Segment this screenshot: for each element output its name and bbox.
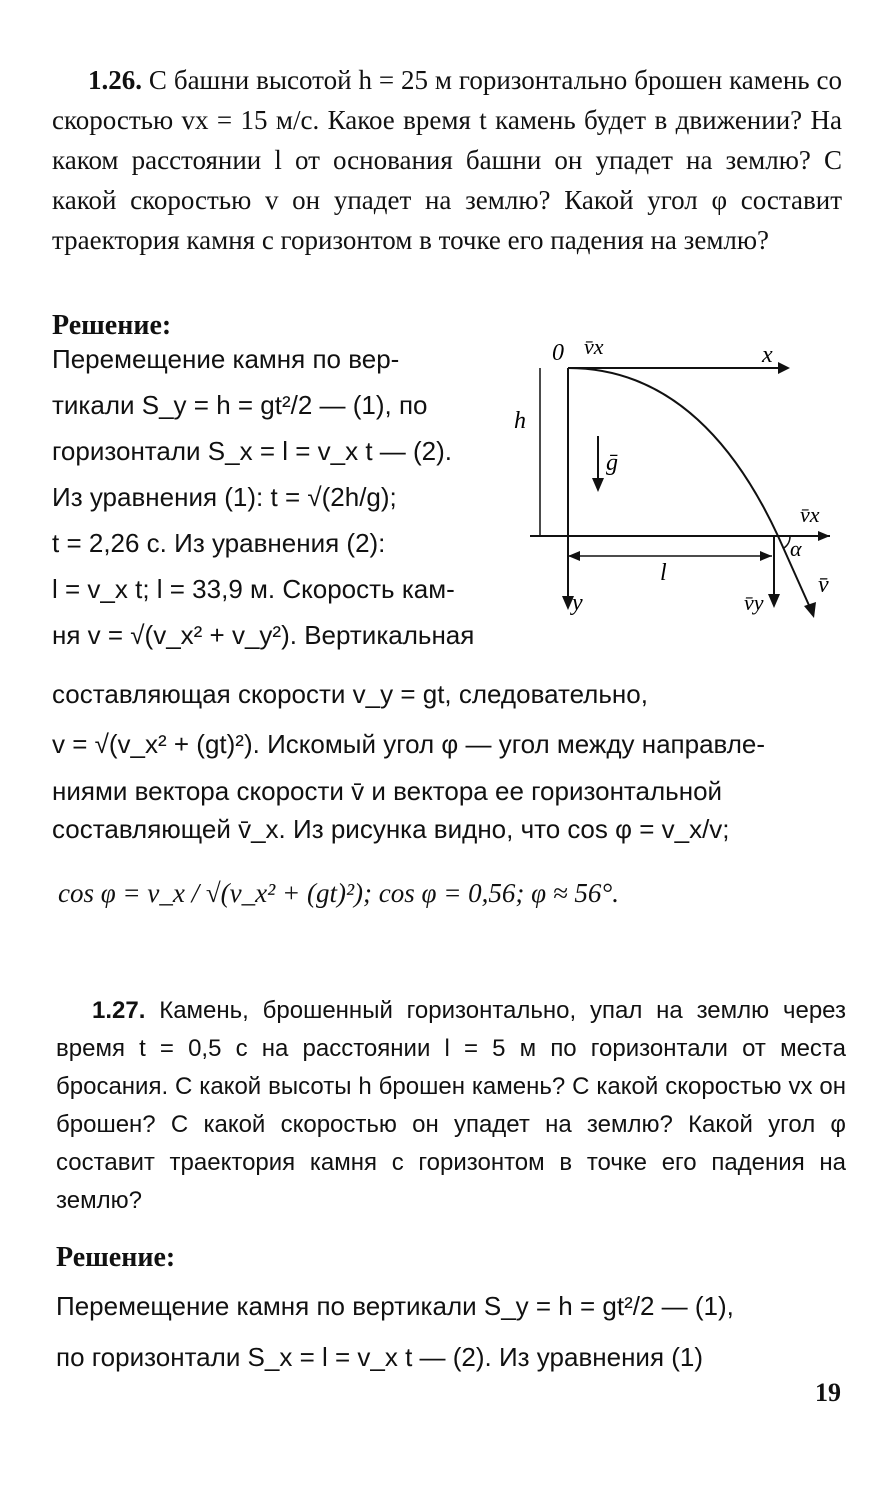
solution-heading: Решение:: [52, 310, 172, 341]
vx-bottom-label: v̄x: [800, 502, 820, 527]
page-number: 19: [815, 1378, 841, 1407]
solution-line: составляющая скорости v_y = gt, следовательно,: [52, 679, 648, 709]
g-arrow-icon: [592, 478, 604, 492]
problem-1-26-text: [52, 60, 842, 260]
h-label: h: [514, 408, 526, 434]
y-axis-label: y: [572, 590, 583, 616]
solution-line: l = v_x t; l = 33,9 м. Скорость кам-: [52, 574, 455, 604]
vx-bottom-arrow-icon: [818, 531, 830, 541]
solution-line: ниями вектора скорости v̄ и вектора ее горизонтальной: [52, 776, 723, 806]
problem-statement: С башни высотой h = 25 м горизонтально брошен камень со скоростью vx = 15 м/с. Какое время t камень будет в движении? На каком расстоянии l от основания башни он упадет на землю? С какой скоростью v он упадет на землю? Какой угол φ составит траектория камня с горизонтом в точке его падения на землю?: [52, 65, 843, 255]
v-arrow-icon: [804, 602, 816, 618]
l-arrow-right-icon: [760, 551, 772, 561]
solution-line: ня v = √(v_x² + v_y²). Вертикальная: [52, 620, 475, 650]
origin-label: 0: [552, 340, 564, 366]
vy-label: v̄y: [744, 590, 764, 615]
solution-1-narrow: [52, 336, 492, 658]
v-label: v̄: [818, 572, 829, 598]
problem-number: 1.27.: [92, 997, 146, 1024]
solution-line: тикали S_y = h = gt²/2 — (1), по: [52, 390, 428, 420]
l-label: l: [660, 560, 667, 586]
l-arrow-left-icon: [568, 551, 580, 561]
solution-line: горизонтали S_x = l = v_x t — (2).: [52, 436, 452, 466]
problem-statement: Камень, брошенный горизонтально, упал на землю через время t = 0,5 с на расстоянии l = 5 м по горизонтали от места бросания. С какой высоты h брошен камень? С какой скоростью vx он брошен? С какой скоростью он упадет на землю? Какой угол φ составит траектория камня с горизонтом в точке его падения на землю?: [56, 997, 847, 1214]
g-label: ḡ: [606, 450, 618, 476]
final-equation: [58, 878, 848, 909]
vy-arrow-icon: [768, 594, 780, 608]
trajectory-figure: [500, 328, 860, 638]
solution-line: v = √(v_x² + (gt)²). Искомый угол φ — угол между направле-: [52, 729, 766, 759]
problem-1-26: [52, 60, 842, 260]
solution-heading: Решение:: [56, 1242, 176, 1273]
cos-phi-equation: cos φ = v_x / √(v_x² + (gt)²); cos φ = 0,56; φ ≈ 56°.: [58, 878, 619, 908]
problem-1-27-text: [56, 992, 846, 1220]
x-axis-label: x: [762, 342, 773, 368]
trajectory-curve: [568, 368, 778, 536]
solution-line: Из уравнения (1): t = √(2h/g);: [52, 482, 397, 512]
solution-line: Перемещение камня по вер-: [52, 344, 400, 374]
solution-line: по горизонтали S_x = l = v_x t — (2). Из уравнения (1): [56, 1342, 704, 1372]
vx-top-label: v̄x: [584, 334, 604, 359]
solution-2: [56, 1242, 846, 1382]
problem-1-27: [56, 992, 846, 1220]
x-axis-arrow-icon: [778, 362, 790, 374]
alpha-label: α: [790, 536, 802, 561]
problem-number: 1.26.: [88, 65, 142, 95]
solution-line: t = 2,26 с. Из уравнения (2):: [52, 528, 386, 558]
solution-line: Перемещение камня по вертикали S_y = h = gt²/2 — (1),: [56, 1291, 734, 1321]
solution-1-wide: [52, 672, 842, 848]
solution-line: составляющей v̄_x. Из рисунка видно, что cos φ = v_x/v;: [52, 814, 730, 844]
